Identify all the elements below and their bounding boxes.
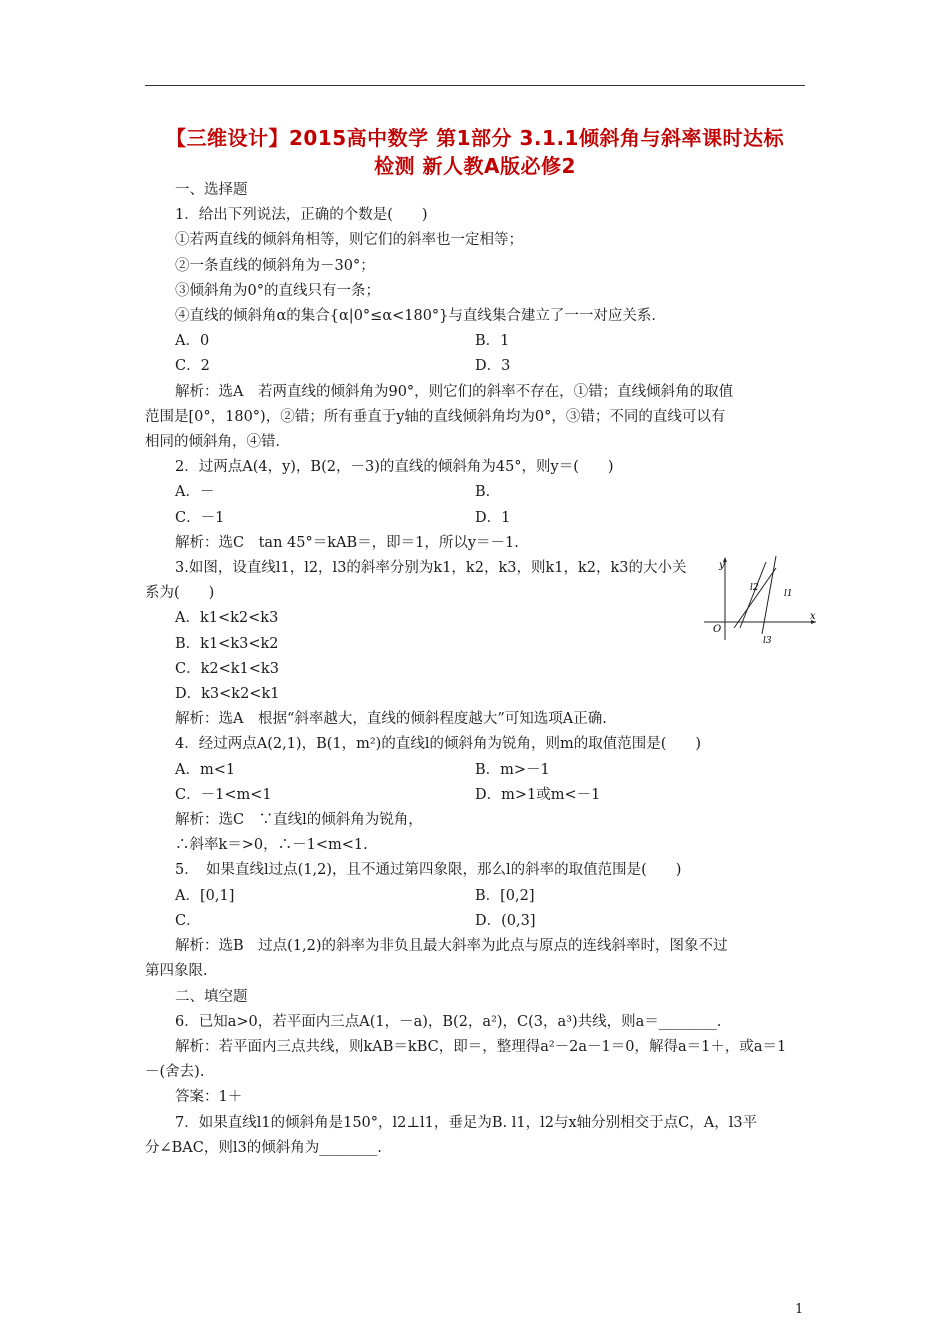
lines-figure: [700, 552, 820, 644]
section-heading: 一、选择题: [175, 182, 248, 198]
y-axis-label: y: [719, 560, 725, 571]
option-b: B．: [475, 484, 501, 501]
solution-line: －(舍去).: [145, 1064, 205, 1081]
statement-3: ③倾斜角为0°的直线只有一条；: [175, 282, 380, 299]
option-d: D．(0,3]: [475, 912, 536, 929]
solution-line: 解析：选A 若两直线的倾斜角为90°，则它们的斜率不存在，①错；直线倾斜角的取值: [175, 383, 734, 400]
question-7: 7．如果直线l1的倾斜角是150°，l2⊥l1，垂足为B. l1，l2与x轴分别相交于点C，A，l3平: [175, 1114, 758, 1131]
options-row: [145, 909, 815, 934]
page-number: 1: [795, 1302, 804, 1317]
line-l1: [734, 568, 776, 628]
line-l2: [740, 562, 766, 628]
header-rule: [145, 85, 805, 86]
option-a: A．[0,1]: [175, 887, 235, 904]
document-title-line1: 【三维设计】2015高中数学 第1部分 3.1.1倾斜角与斜率课时达标: [166, 126, 784, 150]
option-d: D．m>1或m<－1: [475, 786, 601, 803]
solution-line: 解析：选C tan 45°＝kAB＝，即＝1，所以y＝－1.: [175, 534, 519, 551]
options-row: [145, 329, 815, 354]
option-d: D．1: [475, 509, 511, 526]
option-c: C．: [175, 912, 201, 929]
l2-label: l2: [750, 583, 759, 593]
l1-label: l1: [784, 589, 793, 599]
question-1: 1．给出下列说法，正确的个数是( ): [175, 207, 428, 224]
option-b: B．[0,2]: [475, 887, 535, 904]
question-4: 4．经过两点A(2,1)，B(1，m²)的直线l的倾斜角为锐角，则m的取值范围是( ): [175, 736, 702, 753]
options-row: [145, 884, 815, 909]
option-c: C．－1<m<1: [175, 786, 272, 803]
document-body: [145, 178, 815, 1161]
options-row: [145, 480, 815, 505]
section-heading: 二、填空题: [175, 988, 248, 1005]
l3-label: l3: [763, 636, 772, 644]
option-c: C．－1: [175, 509, 225, 526]
option-d: D．3: [475, 358, 511, 375]
solution-line: 解析：选C ∵直线l的倾斜角为锐角，: [175, 812, 423, 829]
option-a: A．0: [175, 333, 210, 350]
options-row: [145, 354, 815, 379]
document-title-line2: 检测 新人教A版必修2: [374, 154, 576, 178]
options-row: [145, 758, 815, 783]
statement-4: ④直线的倾斜角α的集合{α|0°≤α<180°}与直线集合建立了一一对应关系．: [175, 308, 666, 325]
option-a: A．－: [175, 484, 215, 501]
solution-line: 第四象限.: [145, 963, 208, 980]
option-c: C．k2<k1<k3: [175, 660, 279, 677]
solution-line: 解析：若平面内三点共线，则kAB＝kBC，即＝，整理得a²－2a－1＝0，解得a＝1＋，或a＝1: [175, 1038, 787, 1055]
option-a: A．k1<k2<k3: [175, 610, 279, 627]
options-row: [145, 506, 815, 531]
question-7-cont: 分∠BAC，则l3的倾斜角为________.: [145, 1139, 382, 1156]
option-b: B．m>－1: [475, 761, 550, 778]
question-3-cont: 系为( ): [145, 585, 215, 602]
solution-line: 解析：选B 过点(1,2)的斜率为非负且最大斜率为此点与原点的连线斜率时，图象不过: [175, 938, 728, 955]
options-row: [145, 783, 815, 808]
option-b: B．k1<k3<k2: [175, 635, 279, 652]
question-3: 3.如图，设直线l1，l2，l3的斜率分别为k1，k2，k3，则k1，k2，k3的大小关: [175, 560, 687, 577]
origin-label: O: [713, 624, 722, 635]
question-2: 2．过两点A(4，y)，B(2，－3)的直线的倾斜角为45°，则y＝( ): [175, 459, 614, 476]
option-a: A．m<1: [175, 761, 236, 778]
question-6: 6．已知a>0，若平面内三点A(1，－a)，B(2，a²)，C(3，a³)共线，则a＝________.: [175, 1013, 722, 1030]
option-c: C．2: [175, 358, 210, 375]
solution-line: 解析：选A 根据“斜率越大，直线的倾斜程度越大”可知选项A正确.: [175, 711, 607, 728]
solution-line: ∴斜率k＝>0，∴－1<m<1.: [175, 837, 368, 854]
answer-line: 答案：1＋: [175, 1089, 243, 1106]
question-5: 5． 如果直线l过点(1,2)，且不通过第四象限，那么l的斜率的取值范围是( ): [175, 862, 682, 879]
statement-1: ①若两直线的倾斜角相等，则它们的斜率也一定相等；: [175, 232, 523, 249]
solution-line: 范围是[0°，180°)，②错；所有垂直于y轴的直线倾斜角均为0°，③错；不同的直线可以有: [145, 408, 726, 425]
option-b: B．1: [475, 333, 510, 350]
option-d: D．k3<k2<k1: [175, 686, 280, 703]
statement-2: ②一条直线的倾斜角为－30°；: [175, 257, 375, 274]
x-axis-label: x: [810, 611, 816, 622]
solution-line: 相同的倾斜角，④错．: [145, 434, 290, 451]
